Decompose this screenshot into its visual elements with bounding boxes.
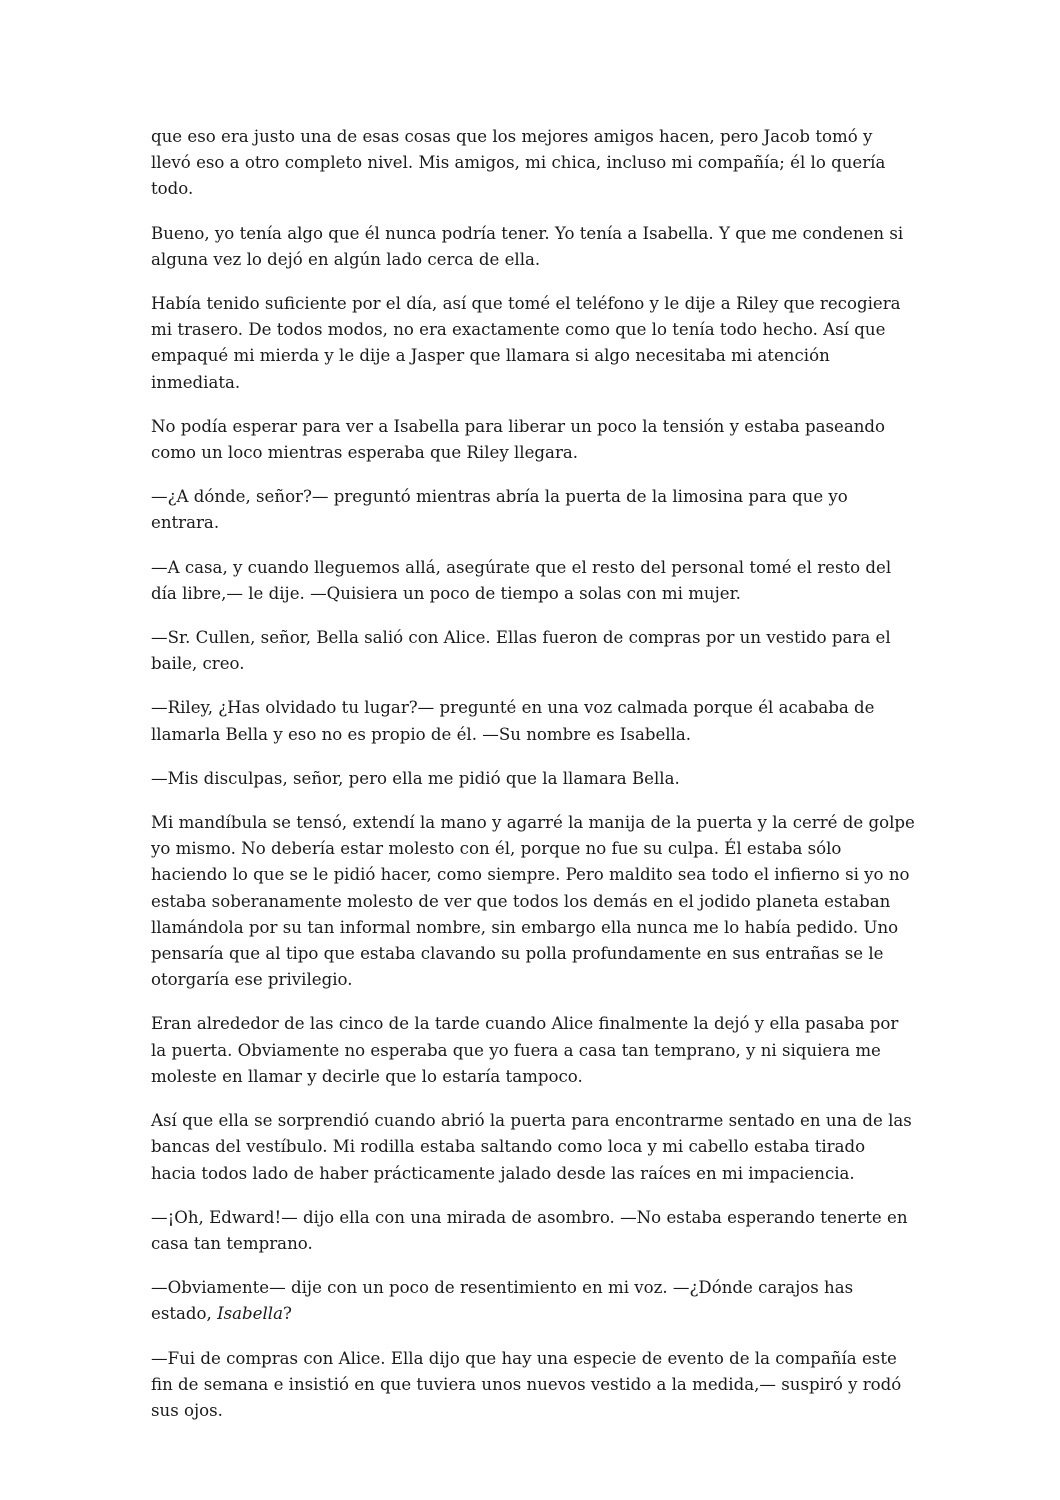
paragraph: Eran alrededor de las cinco de la tarde cuando Alice finalmente la dejó y ella pasaba por la puerta. Obviamente no esperaba que yo fuera a casa tan temprano, y ni siquiera me moleste en llamar y decirle que lo estaría tampoco. [151,1014,899,1086]
paragraph: Bueno, yo tenía algo que él nunca podría tener. Yo tenía a Isabella. Y que me condenen si alguna vez lo dejó en algún lado cerca de ella. [151,223,904,269]
paragraph: que eso era justo una de esas cosas que los mejores amigos hacen, pero Jacob tomó y llevó eso a otro completo nivel. Mis amigos, mi chica, incluso mi compañía; él lo quería todo. [151,127,886,199]
paragraph: No podía esperar para ver a Isabella para liberar un poco la tensión y estaba paseando como un loco mientras esperaba que Riley llegara. [151,416,886,463]
paragraph: —Fui de compras con Alice. Ella dijo que hay una especie de evento de la compañía este fin de semana e insistió en que tuviera unos nuevos vestido a la medida,— suspiró y rodó sus ojos. [151,1348,902,1420]
paragraph: Así que ella se sorprendió cuando abrió la puerta para encontrarme sentado en una de las bancas del vestíbulo. Mi rodilla estaba saltando como loca y mi cabello estaba tirado hacia todos lado de haber prácticamente jalado desde las raíces en mi impaciencia. [151,1111,912,1183]
paragraph: —Riley, ¿Has olvidado tu lugar?— pregunté en una voz calmada porque él acababa de llamarla Bella y eso no es propio de él. —Su nombre es Isabella. [151,698,875,744]
paragraph: —Mis disculpas, señor, pero ella me pidió que la llamara Bella. [151,768,680,788]
paragraph: —¡Oh, Edward!— dijo ella con una mirada de asombro. —No estaba esperando tenerte en casa tan temprano. [151,1207,908,1253]
paragraph: Mi mandíbula se tensó, extendí la mano y agarré la manija de la puerta y la cerré de golpe yo mismo. No debería estar molesto con él, porque no fue su culpa. Él estaba sólo haciendo lo que se le pidió hacer, como siempre. Pero maldito sea todo el infierno si yo no estaba soberanamente molesto de ver que todos los demás en el jodido planeta estaban llamándola por su tan informal nombre, sin embargo ella nunca me lo había pedido. Uno pensaría que al tipo que estaba clavando su polla profundamente en sus entrañas se le otorgaría ese privilegio. [151,813,915,990]
paragraph-with-emphasis [151,1275,915,1327]
paragraph: —¿A dónde, señor?— preguntó mientras abría la puerta de la limosina para que yo entrara. [151,487,848,533]
paragraph-text: —Obviamente— dije con un poco de resentimiento en mi voz. —¿Dónde carajos has estado, [151,1278,854,1324]
paragraph-text: ? [282,1304,292,1324]
document-page [151,124,915,1424]
paragraph: —A casa, y cuando lleguemos allá, asegúrate que el resto del personal tomé el resto del día libre,— le dije. —Quisiera un poco de tiempo a solas con mi mujer. [151,557,892,603]
paragraph: Había tenido suficiente por el día, así que tomé el teléfono y le dije a Riley que recogiera mi trasero. De todos modos, no era exactamente como que lo tenía todo hecho. Así que empaqué mi mierda y le dije a Jasper que llamara si algo necesitaba mi atención inmediata. [151,294,901,392]
emphasized-name: Isabella [217,1304,283,1324]
paragraph: —Sr. Cullen, señor, Bella salió con Alice. Ellas fueron de compras por un vestido para el baile, creo. [151,628,891,674]
